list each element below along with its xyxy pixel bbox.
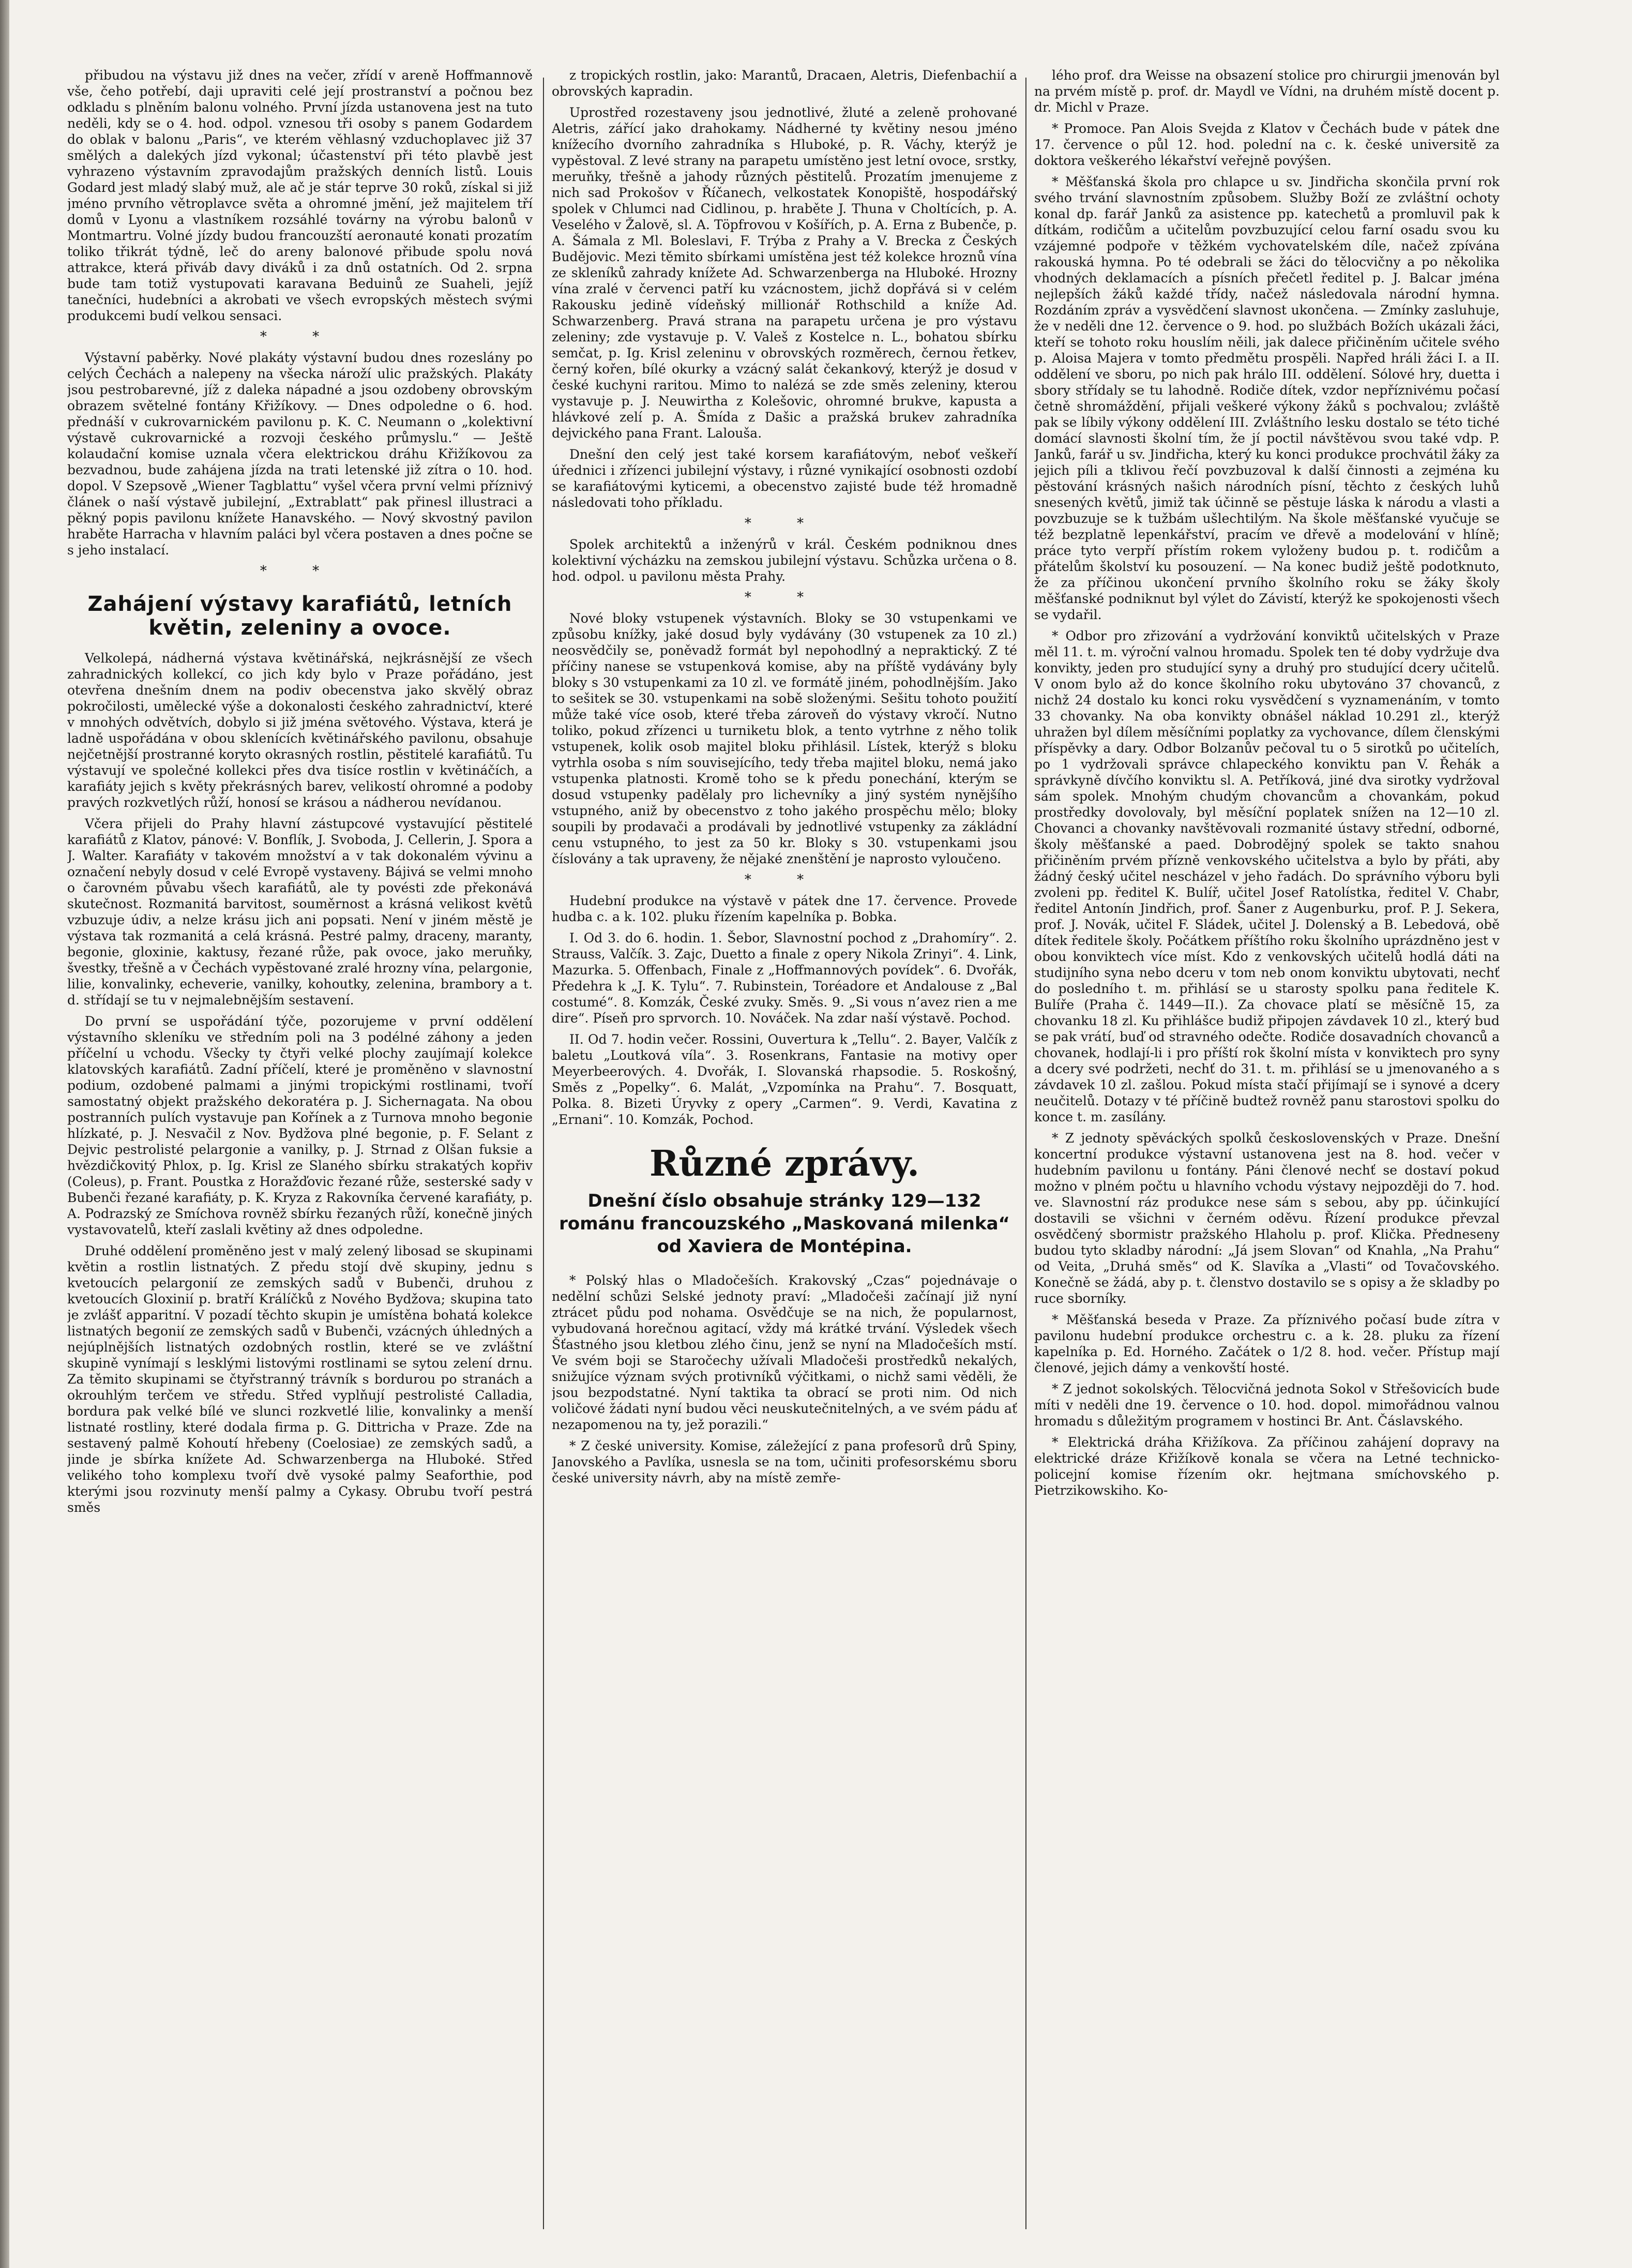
asterism-divider: * * — [744, 590, 825, 605]
article-paragraph: * Odbor pro zřizování a vydržování konviktů učitelských v Praze měl 11. t. m. výroční valnou hromadu. Spolek ten té doby vydržuje dva konvikty, jeden pro studující syny a druhý pro studující dcery učitelů. V onom bylo až do konce školního roku ubytováno 37 chovanců, z nichž 24 dostalo ku konci roku vysvědčení s vyznamenáním, v tomto 33 chovanky. Na oba konvikty obnášel náklad 10.291 zl., kterýž uhražen byl dílem měsíčními poplatky za vychovance, dílem členskými příspěvky a dary. Odbor Bolzanův pečoval tu o 5 sirotků po učitelích, po 1 vydržovali správce chlapeckého konviktu pan V. Řehák a správkyně dívčího konviktu sl. A. Petříková, jiné dva sirotky vydržoval sám spolek. Mnohým chudým chovancům a chovankám, pokud prostředky dovolovaly, byl měsíční poplatek snížen na 12—10 zl. Chovanci a chovanky navštěvovali rozmanité ústavy střední, odborné, školy měšťanské a paed. Dobrodějný spolek se takto snahou přičiněním prvém přízně venkovského učitelstva a bylo by přáti, aby žádný český učitel nescházel v jeho řadách. Do správního výboru byli zvoleni pp. ředitel K. Bulíř, učitel Josef Ratolístka, ředitel V. Chabr, ředitel Antonín Jindřich, prof. Šaner z Augenburku, prof. P. J. Sekera, prof. J. Novák, učitel F. Sládek, učitel J. Dolenský a B. Lebedová, obě dítek ředitele školy. Počátkem příštího roku školního uprázdněno jest v obou konviktech více míst. Kdo z venkovských učitelů hodlá dáti na studijního syna nebo dceru v tom neb onom konviktu ubytovati, nechť do posledního t. m. přihlásí se u starosty spolku pana ředitele K. Bulíře (Praha č. 1449—II.). Za chovace platí se měsíčně 15, za chovanku 18 zl. Ku přihlášce budiž připojen závdavek 10 zl., který bud se pak vrátí, buď od stravného odečte. Rodiče dosavadních chovanců a chovanek, hodlají-li i pro příští rok školní místa v konviktech pro syny a dcery své podržeti, nechť do 31. t. m. přihlásí se u jmenovaného a s závdavek 10 zl. zašlou. Pokud místa stačí přijímají se i synové a dcery neučitelů. Dotazy v té příčině budtež rovněž panu starostovi spolku do konce t. m. zasílány. — [1034, 628, 1500, 1124]
section-title: Různé zprávy. — [649, 1143, 919, 1184]
column-3 — [1034, 67, 1500, 2245]
asterism-divider: * * — [744, 516, 825, 531]
page-edge-shadow — [0, 0, 9, 2268]
column-1 — [67, 67, 533, 2245]
article-paragraph: Nové bloky vstupenek výstavních. Bloky se 30 vstupenkami ve způsobu knížky, jaké dosud byly vydávány (30 vstupenek za 10 zl.) neosvědčily se, poněvadž formát byl nepohodlný a nepraktický. Z té příčiny nanese se vstupenková komise, aby na příště vydávány byly bloky s 30 vstupenkami za 10 zl. ve formátě jiném, pohodlnějším. Jako to sešitek se 30. vstupenkami na sobě složenými. Sešitu tohoto použití může také více osob, které třeba zároveň do výstavy vkročí. Nutno toliko, pokud zřízenci u turniketu blok, a tento vytrhne z něho tolik vstupenek, kolik osob majitel bloku přihlásil. Lístek, kterýž s bloku vytrhla osoba s ním souvisejícího, tedy třeba majitel bloku, nemá jako vstupenka platnosti. Kromě toho se k předu ponechání, kterým se dosud vstupenky padělaly pro lichevníky a jiný systém nynějšího vstupného, aniž by obecenstvo z toho jakého prospěchu mělo; bloky soupili by prodavači a prodávali by jednotlivé vstupenky za zákládní cenu vstupného, to jest za 50 kr. Bloky s 30. vstupenkami jsou číslovány a tak upraveny, že nějaké znenštění je naprosto vyloučeno. — [552, 611, 1017, 866]
article-paragraph: Druhé oddělení proměněno jest v malý zelený libosad se skupinami květin a rostlin listnatých. Z předu stojí dvě skupiny, jednu s kvetoucích pelargonií ze zemských sadů v Bubenči, druhou z kvetoucích Gloxinií p. bratří Králíčků z Nového Bydžova; skupina tato je zvlášť apparitní. V pozadí těchto skupin je umístěna bohatá kolekce listnatých begonií ze zemských sadů v Bubenči, vzácných úhledných a nejúplnějších listnatých ozdobných rostlin, které se ve zvláštní skupině vynímají s lesklými listovými rostlinami se sytou zelení drnu. Za těmito skupinami se čtyřstranný trávník s bordurou po stranách a okrouhlým terčem ve středu. Střed vyplňují pestrolisté Calladia, bordura pak velké bílé ve slunci rozkvetlé lilie, konvalinky a menší listnaté rostliny, které dodala firma p. G. Dittricha v Praze. Zde na sestavený palmě Kohoutí hřebeny (Coelosiae) ze zemských sadů, a jinde je sbírka knížete Ad. Schwarzenberga na Hluboké. Střed velikého toho komplexu tvoří dvě vysoké palmy Seaforthie, pod kterými jsou rozvinuty menší palmy a Cykasy. Obrubu tvoří pestrá směs — [67, 1243, 533, 1515]
article-paragraph: * Měšťanská beseda v Praze. Za příznivého počasí bude zítra v pavilonu hudební produkce orchestru c. a k. 28. pluku za řízení kapelníka p. Ed. Horného. Začátek o 1/2 8. hod. večer. Přístup mají členové, jejich dámy a venkovští hosté. — [1034, 1312, 1500, 1375]
article-paragraph: * Polský hlas o Mladočeších. Krakovský „Czas“ pojednávaje o nedělní schůzi Selské jednoty praví: „Mladočeši začínají již nyní ztrácet půdu pod nohama. Osvědčuje se na nich, že popularnost, vybudovaná horečnou agitací, vždy má krátké trvání. Výsledek všech Šťastného jsou kletbou zlého činu, jenž se nyní na Mladočeších mstí. Ve svém boji se Staročechy užívali Mladočeši prostředků nekalých, snižujíce význam svých protivníků výčitkami, o nichž sami věděli, že jsou bezpodstatné. Nyní taktika ta obrací se proti nim. Od nich voličové žádati nyní budou věci neuskutečnitelných, a ve svém pádu ať nezapomenou na ty, jež porazili.“ — [552, 1273, 1017, 1432]
article-paragraph: lého prof. dra Weisse na obsazení stolice pro chirurgii jmenován byl na prvém místě p. prof. dr. Maydl ve Vídni, na druhém místě docent p. dr. Michl v Praze. — [1034, 68, 1500, 115]
article-paragraph: * Z jednot sokolských. Tělocvičná jednota Sokol v Střešovicích bude míti v neděli dne 19. července o 10. hod. dopol. mimořádnou valnou hromadu s důležitým programem v hostinci Br. Ant. Čáslavského. — [1034, 1381, 1500, 1429]
asterism-divider: * * — [260, 329, 340, 344]
article-paragraph: Do první se uspořádání týče, pozorujeme v první oddělení výstavního skleníku ve středním poli na 3 podélné záhony a jeden příčelní u vchodu. Všecky ty čtyři velké plochy zaujímají kolekce klatovských karafiátů. Zadní příčelí, které je proměněno v slavnostní podium, ozdobené palmami a jinými tropickými rostlinami, tvoří samostatný objekt pražského dekoratéra p. J. Sichernagata. Na obou postranních pulích vystavuje pan Kořínek a z Turnova mnoho begonie hlízkaté, p. J. Nesvačil z Nov. Bydžova plné begonie, p. F. Selant z Dejvic pestrolisté pelargonie a vanilky, p. J. Strnad z Olšan fuksie a hvězdičkovitý Phlox, p. Ig. Krisl ze Slaného sbírku strakatých kopřiv (Coleus), p. Frant. Poustka z Horažďovic řezané růže, sesterské sady v Bubenči řezané karafiáty, p. K. Kryza z Rakovníka červené karafiáty, p. A. Podrazský ze Smíchova rovněž sbírku řezaných růží, konečně jiných vystavovatelů, kteří zaslali květiny až dnes odpoledne. — [67, 1014, 533, 1237]
article-paragraph: Uprostřed rozestaveny jsou jednotlivé, žluté a zeleně prohované Aletris, zářící jako drahokamy. Nádherné ty květiny nesou jméno knížecího dvorního zahradníka s Hluboké, p. R. Váchy, kterýž je vypěstoval. Z levé strany na parapetu umístěno jest letní ovoce, srstky, meruňky, třešně a jahody různých pěstitelů. Prozatím jmenujeme z nich sad Prokošov v Říčanech, velkostatek Konopiště, hospodářský spolek v Chlumci nad Cidlinou, p. hraběte J. Thuna v Choltících, p. A. Veselého v Žalově, sl. A. Töpfrovou v Košířích, p. A. Erna z Bubenče, p. A. Šámala z Ml. Boleslavi, F. Trýba z Prahy a V. Brecka z Českých Budějovic. Mezi těmito sbírkami umístěna jest též kolekce hroznů vína ze skleníků zahrady knížete Ad. Schwarzenberga na Hluboké. Hrozny vína zralé v červenci patří ku vzácnostem, jichž dopřává si v celém Rakousku jedině vídeňský millionář Rothschild a kníže Ad. Schwarzenberg. Pravá strana na parapetu určena je pro výstavu zeleniny; zde vystavuje p. V. Valeš z Kostelce n. L., bohatou sbírku semčat, p. Ig. Krisl zeleninu v obrovských rozměrech, černou řetkev, černý kořen, bílé okurky a vzácný salát čekankový, kterýž je dosud v české kuchyni raritou. Mimo to nalézá se zde směs zeleniny, kterou vystavuje p. J. Neuwirtha z Kolešovic, ohromné brukve, kapusta a hlávkové zelí p. A. Šmída z Dašic a pražská brukev zahradníka dejvického pana Frant. Lalouša. — [552, 105, 1017, 441]
article-paragraph: * Měšťanská škola pro chlapce u sv. Jindřicha skončila první rok svého trvání slavnostním způsobem. Služby Boží ze zvláštní ochoty konal dp. farář Janků za asistence pp. katechetů a promluvil pak k dítkám, rodičům a učitelům povzbuzující celou farní osadu svou ku vzájemné podpoře v těžkém vychovatelském díle, načež zpívána rakouská hymna. Po té odebrali se žáci do tělocvičny a po několika vhodných deklamacích a písních přečetl ředitel p. J. Balcar jména nejlepších žáků každé třídy, načež následovala národní hymna. Rozdáním zpráv a vysvědčení slavnost ukončena. — Zmínky zasluhuje, že v neděli dne 12. července o 9. hod. po službách Božích ukázali žáci, kteří se tohoto roku houslím něili, jak dalece přičiněním učitele svého p. Aloisa Majera v tomto předmětu prospěli. Napřed hráli žáci I. a II. oddělení ve sboru, po nich pak hrálo III. oddělení. Sólové hry, duetta i sbory střídaly se tu lahodně. Rodiče dítek, vzdor nepříznivému počasí četně shromáždění, přijali veškeré výkony žáků s pochvalou; zvláště pak se líbily výkony oddělení III. Zvláštního lesku dostalo se této tiché domácí slavnosti školní tím, že jí poctil návštěvou svou také vdp. P. Janků, farář u sv. Jindřicha, který ku konci produkce prochvátil žáky za jejich píli a tklivou řečí povzbuzoval k další činnosti a zejména ku pěstování krásných našich národních písní, těchto z českých luhů snesených květů, jimiž tak účinně se pěstuje láska k národu a vlasti a povzbuzuje se k tužbám ušlechtilým. Na škole měšťanské vyučuje se též bezplatně lepenkářství, pracím ve dřevě a modelování v hlíně; práce tyto verpří přístím rokem vyloženy budou p. t. rodičům a přátelům školství ku posouzení. — Na konec budiž ještě podotknuto, že za příčinou ukončení prvního školního roku se žáky školy měšťanské podniknut byl výlet do Závistí, kterýž ke spokojenosti všech se vydařil. — [1034, 174, 1500, 622]
column-2 — [552, 67, 1017, 2245]
article-paragraph: II. Od 7. hodin večer. Rossini, Ouvertura k „Tellu“. 2. Bayer, Valčík z baletu „Loutková víla“. 3. Rosenkrans, Fantasie na motivy oper Meyerbeerových. 4. Dvořák, I. Slovanská rhapsodie. 5. Roskošný, Směs z „Popelky“. 6. Malát, „Vzpomínka na Prahu“. 7. Bosquatt, Polka. 8. Bizeti Úryvky z opery „Carmen“. 9. Verdi, Kavatina z „Ernani“. 10. Komzák, Pochod. — [552, 1032, 1017, 1127]
asterism-divider: * * — [260, 563, 340, 579]
article-paragraph: * Z české university. Komise, záležející z pana profesorů drů Spiny, Janovského a Pavlíka, usnesla se na tom, učiniti profesorskému sboru české university návrh, aby na místě zemře- — [552, 1438, 1017, 1485]
article-paragraph: Hudební produkce na výstavě v pátek dne 17. července. Provede hudba c. a k. 102. pluku řízením kapelníka p. Bobka. — [552, 893, 1017, 924]
article-paragraph: z tropických rostlin, jako: Marantů, Dracaen, Aletris, Diefenbachií a obrovských kapradin. — [552, 68, 1017, 99]
lead-notice: Dnešní číslo obsahuje stránky 129—132 románu francouzského „Maskovaná milenka“ od Xaviera de Montépina. — [559, 1191, 1010, 1257]
article-paragraph: Dnešní den celý jest také korsem karafiátovým, neboť veškeří úřednici i zřízenci jubilejní výstavy, i různé vynikající osobnosti ozdobí se karafiátovými kyticemi, a obecenstvo zajisté bude též hromadně následovati toho příkladu. — [552, 447, 1017, 510]
article-paragraph: Velkolepá, nádherná výstava květinářská, nejkrásnější ze všech zahradnických kollekcí, co jich kdy bylo v Praze pořádáno, jest otevřena dnešním dnem na podiv obecenstva jako skvělý obraz pokročilosti, umělecké výše a dokonalosti českého zahradnictví, které v mnohých odvětvích, dobylo si již jména světového. Výstava, která je ladně uspořádána v obou sklenících květinářského pavilonu, obsahuje nejčetnější prostranné koryto okrasných rostlin, pěstitelé karafiátů. Tu výstavují ve společné kollekci přes dva tisíce rostlin v květináčích, a karafiáty jejich s květy překrásných barev, velikostí ohromné a podoby pravých rozkvetlých růží, honosí se krásou a nádherou nevídanou. — [67, 651, 533, 810]
column-rule — [543, 78, 544, 2229]
article-paragraph: * Z jednoty spěváckých spolků československých v Praze. Dnešní koncertní produkce výstavní ustanovena jest na 8. hod. večer v hudebním pavilonu u fontány. Páni členové nechť se dostaví pokud možno v plném počtu u hlavního vchodu výstavy nejpozději do 7. hod. ve. Slavnostní ráz produkce nese sám s sebou, aby pp. účinkující dostavili se všichni v černém oděvu. Řízení produkce převzal osvědčený sbormistr pražského Hlaholu p. prof. Klička. Předneseny budou tyto skladby národní: „Já jsem Slovan“ od Knahla, „Na Prahu“ od Veita, „Druhá směs“ od K. Slavíka a „Vlasti“ od Tovačovského. Konečně se žádá, aby p. t. členstvo dostavilo se s opisy a že skladby po ruce sborníky. — [1034, 1131, 1500, 1306]
article-paragraph: Spolek architektů a inženýrů v král. Českém podniknou dnes kolektivní výcházku na zemskou jubilejní výstavu. Schůzka určena o 8. hod. odpol. u pavilonu města Prahy. — [552, 537, 1017, 584]
article-paragraph: * Elektrická dráha Křižíkova. Za příčinou zahájení dopravy na elektrické dráze Křižíkově konala se včera na Letné technicko-policejní komise řízením okr. hejtmana smíchovského p. Pietrzikowskiho. Ko- — [1034, 1435, 1500, 1498]
article-paragraph: Včera přijeli do Prahy hlavní zástupcové vystavující pěstitelé karafiátů z Klatov, pánové: V. Bonflík, J. Svoboda, J. Cellerin, J. Spora a J. Walter. Karafiáty v takovém množství a v tak dokonalém vývinu a označení nebyly dosud v celé Evropě vystaveny. Bájivá se velmi mnoho o čarovném půvabu všech karafiátů, ale ty povésti zde překonává skutečnost. Rozmanitá barvitost, souměrnost a krásná velikost květů vzbuzuje údiv, a nelze krásu jich ani popsati. Není v jiném městě je výstava tak rozmanitá a celá krásná. Pestré palmy, draceny, maranty, begonie, gloxinie, kaktusy, řezané růže, pak ovoce, jako meruňky, švestky, třešně a v Čechách vypěstované zralé hrozny vína, pelargonie, lilie, konvalinky, echeverie, vanilky, kohoutky, zelenina, brambory a t. d. střídají se tu v nejmalebnějším sestavení. — [67, 816, 533, 1008]
article-paragraph: I. Od 3. do 6. hodin. 1. Šebor, Slavnostní pochod z „Drahomíry“. 2. Strauss, Valčík. 3. Zajc, Duetto a finale z opery Nikola Zrinyi“. 4. Link, Mazurka. 5. Offenbach, Finale z „Hoffmannových povídek“. 6. Dvořák, Předehra k „J. K. Tylu“. 7. Rubinstein, Toréadore et Andalouse z „Bal costumé“. 8. Komzák, České zvuky. Směs. 9. „Si vous n’avez rien a me dire“. Píseň pro sprvorch. 10. Nováček. Na zdar naší výstavě. Pochod. — [552, 930, 1017, 1026]
article-paragraph: Výstavní paběrky. Nové plakáty výstavní budou dnes rozeslány po celých Čechách a nalepeny na všecka nároží ulic pražských. Plakáty jsou pestrobarevné, jíž z daleka nápadné a jsou ozdobeny obrovským obrazem světelné fontány Křižíkovy. — Dnes odpoledne o 6. hod. přednáší v cukrovarnickém pavilonu p. K. C. Neumann o „kolektivní výstavě cukrovarnické a rozvoji českého průmyslu.“ — Ještě kolaudační komise uznala včera elektrickou dráhu Křižíkovou za bezvadnou, bude zahájena jízda na trati letenské již zítra o 10. hod. dopol. V Szepsově „Wiener Tagblattu“ vyšel včera první velmi příznivý článek o naší výstavě jubilejní, „Extrablatt“ pak přinesl illustraci a pěkný popis pavilonu knížete Hanavského. — Nový skvostný pavilon hraběte Harracha v hlavním paláci byl včera postaven a dnes počne se s jeho instalací. — [67, 350, 533, 558]
section-heading: Zahájení výstavy karafiátů, letních květin, zeleniny a ovoce. — [87, 592, 512, 640]
asterism-divider: * * — [744, 872, 825, 888]
article-paragraph: přibudou na výstavu již dnes na večer, zřídí v areně Hoffmannově vše, čeho potřebí, daji upraviti celé její prostranství a počnou bez odkladu s plněním balonu volného. První jízda ustanovena jest na tuto neděli, kdy se o 4. hod. odpol. vznesou tři osoby s panem Godardem do oblak v balonu „Paris“, ve kterém věhlasný vzduchoplavec již 37 smělých a dalekých jízd vykonal; účastenství při této plavbě jest vyhrazeno výstavním zpravodajům pražských denních listů. Louis Godard jest mladý slabý muž, ale ač je stár teprve 30 roků, získal si již jméno prvního větroplavce světa a ohromné jmění, jež majitelem tří domů v Lyonu a vlastníkem rozsáhlé továrny na výrobu balonů v Montmartru. Volné jízdy budou francouzští aeronauté konati prozatím toliko třikrát týdně, leč do areny balonové přibude spolu nová attrakce, která přiváb davy diváků i za dnů ostatních. Od 2. srpna bude tam totiž vystupovati karavana Beduinů ze Suaheli, jejíž tanečníci, hudebníci a akrobati ve všech evropských městech svými produkcemi budí velkou sensaci. — [67, 68, 533, 323]
column-rule — [1025, 78, 1026, 2229]
article-paragraph: * Promoce. Pan Alois Svejda z Klatov v Čechách bude v pátek dne 17. července o půl 12. hod. polední na c. k. české universitě za doktora veškerého lékařství veřejně povýšen. — [1034, 121, 1500, 168]
